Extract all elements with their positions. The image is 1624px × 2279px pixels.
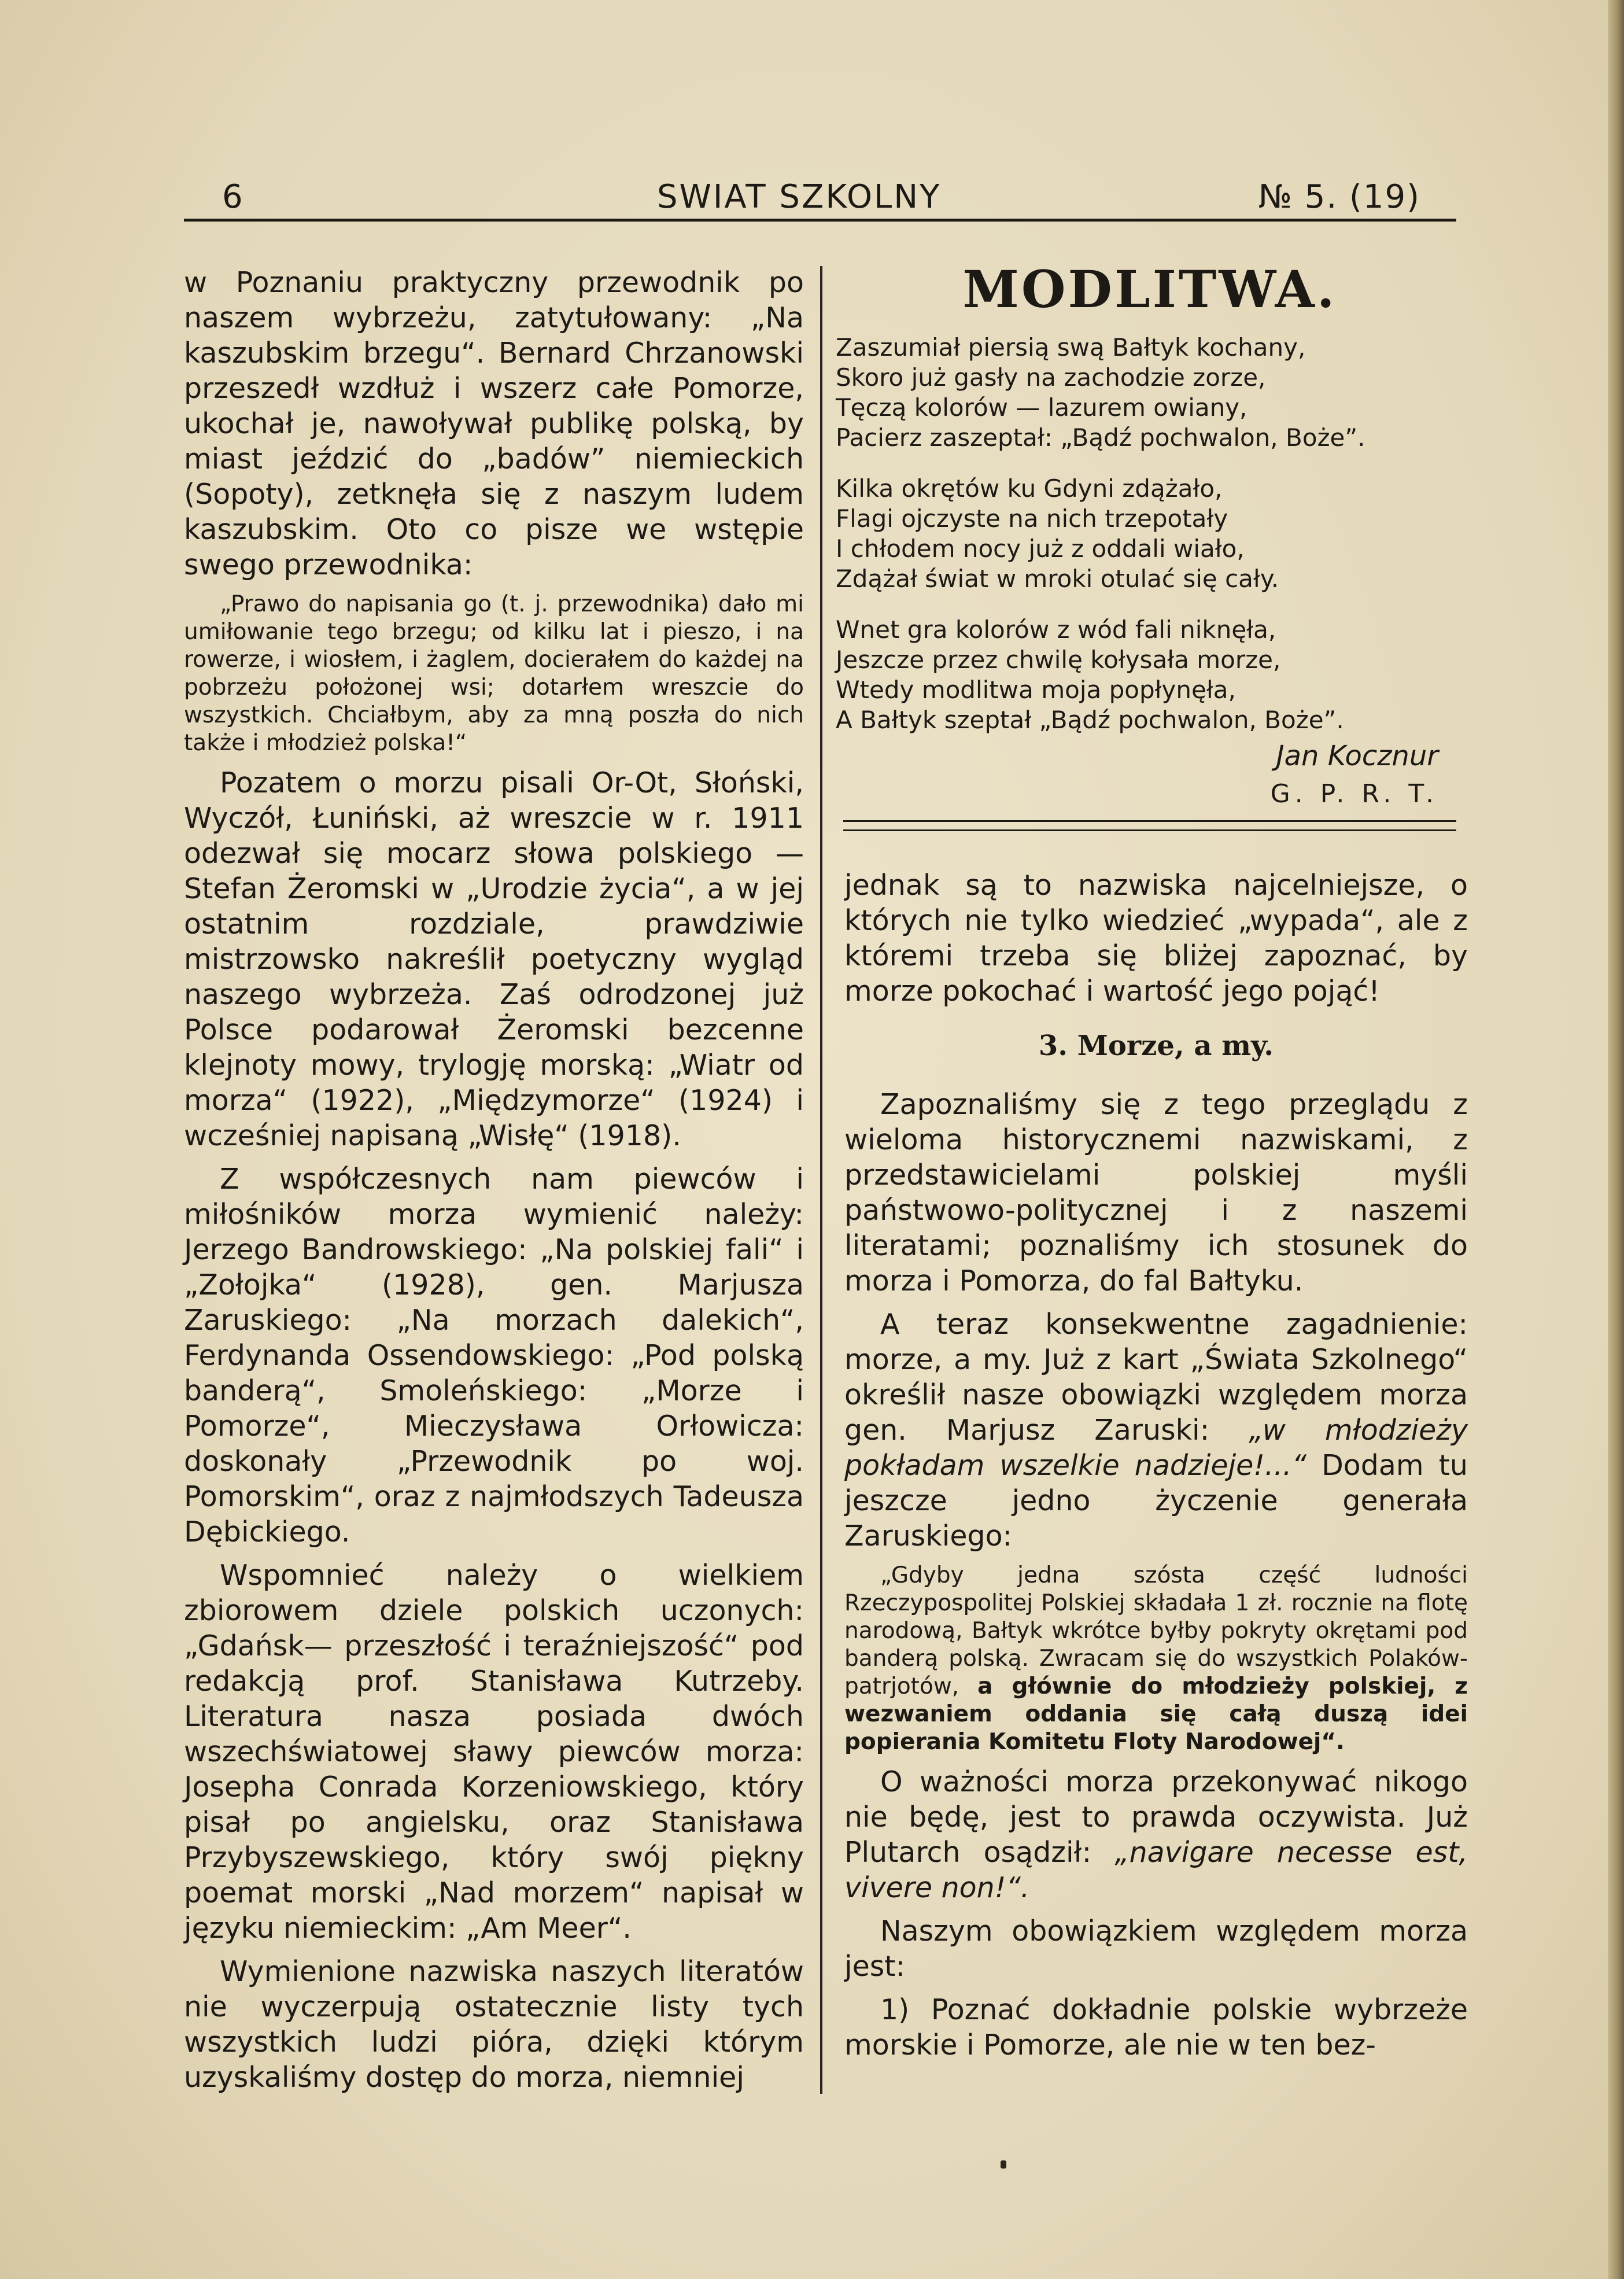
header-rule (184, 219, 1456, 222)
poem-line: Kilka okrętów ku Gdyni zdążało, (836, 474, 1223, 503)
page-header (184, 174, 1456, 226)
page-edge-shadow (1608, 0, 1624, 2279)
left-paragraph-3: Z współczesnych nam piewców i miłośników morza wymienić należy: Jerzego Bandrowskiego: „Na polskiej fali“ i „Zołojka“ (1928), gen. Marjusza Zaruskiego: „Na morzach dalekich“, Ferdynanda Ossendowskiego: „Pod polską banderą“, Smoleńskiego: „Morze i Pomorze“, Mieczysława Orłowicza: doskonały „Przewodnik po woj. Pomorskim“, oraz z najmłodszych Tadeusza Dębickiego. (184, 1163, 804, 1548)
poem-line: Wnet gra kolorów z wód fali niknęła, (836, 615, 1276, 644)
left-paragraph-1: w Poznaniu praktyczny przewodnik po naszem wybrzeżu, zatytułowany: „Na kaszubskim brzegu“. Bernard Chrzanowski przeszedł wzdłuż i wszerz całe Pomorze, ukochał je, nawoływał publikę polską, by miast jeździć do „badów” niemieckich (Sopoty), zetknęła się z naszym ludem kaszubskim. Oto co pisze we wstępie swego przewodnika: (184, 266, 804, 581)
left-paragraph-2: Pozatem o morzu pisali Or-Ot, Słoński, Wyczół, Łuniński, aż wreszcie w r. 1911 odezwał się mocarz słowa polskiego — Stefan Żeromski w „Urodzie życia“, a w jej ostatnim rozdziale, prawdziwie mistrzowsko nakreślił poetyczny wygląd naszego wybrzeża. Zaś odrodzonej już Polsce podarował Żeromski bezcenne klejnoty mowy, trylogję morską: „Wiatr od morza“ (1922), „Międzymorze“ (1924) i wcześniej napisaną „Wisłę“ (1918). (184, 766, 804, 1152)
poem-line: Tęczą kolorów — lazurem owiany, (836, 393, 1247, 422)
left-column (184, 265, 804, 2103)
text-run: Dodam tu jeszcze jedno życzenie generała Zaruskiego: (844, 1449, 1468, 1552)
journal-title: SWIAT SZKOLNY (657, 178, 942, 216)
poem-line: Zaszumiał piersią swą Bałtyk kochany, (836, 333, 1306, 362)
left-paragraph-5: Wymienione nazwiska naszych literatów nie wyczerpują ostatecznie listy tych wszystkich ludzi pióra, dzięki którym uzyskaliśmy dostęp do morza, niemniej (184, 1955, 804, 2094)
right-paragraph-4 (844, 1764, 1468, 1905)
poem-author-initials: G. P. R. T. (1270, 779, 1438, 809)
text-run: O ważności morza przekonywać nikogo nie będę, jest to prawda oczywista. Już Plutarch osądził: (844, 1765, 1468, 1869)
poem-stanza-2 (836, 474, 1466, 594)
emphasized-text: a głównie do młodzieży polskiej, z wezwaniem oddania się całą duszą idei popierania Komitetu Floty Narodowej“. (844, 1673, 1468, 1755)
right-paragraph-1: jednak są to nazwiska najcelniejsze, o których nie tylko wiedzieć „wypada“, ale z któremi trzeba się bliżej zapoznać, by morze pokochać i wartość jego pojąć! (844, 869, 1468, 1008)
poem-line: A Bałtyk szeptał „Bądź pochwalon, Boże”. (836, 706, 1344, 734)
left-paragraph-4: Wspomnieć należy o wielkiem zbiorowem dziele polskich uczonych: „Gdańsk— przeszłość i teraźniejszość“ pod redakcją prof. Stanisława Kutrzeby. Literatura nasza posiada dwóch wszechświatowej sławy piewców morza: Josepha Conrada Korzeniowskiego, który pisał po angielsku, oraz Stanisława Przybyszewskiego, który swój piękny poemat morski „Nad morzem“ napisał w języku niemieckim: „Am Meer“. (184, 1559, 804, 1945)
poem-stanza-3 (836, 615, 1466, 735)
latin-quote: „navigare necesse est, vivere non!“. (844, 1836, 1468, 1904)
poem (836, 333, 1466, 809)
right-paragraph-2: Zapoznaliśmy się z tego przeglądu z wieloma historycznemi nazwiskami, z przedstawicielami polskiej myśli państwowo-politycznej i z naszemi literatami; poznaliśmy ich stosunek do morza i Pomorza, do fal Bałtyku. (844, 1088, 1468, 1297)
text-run: „Gdyby jedna szósta część ludności Rzeczypospolitej Polskiej składała 1 zł. rocznie na flotę narodową, Bałtyk wkrótce byłby pokryty okrętami pod banderą polską. Zwracam się do wszystkich Polaków-patrjotów, (844, 1562, 1468, 1699)
right-column (844, 868, 1468, 2071)
section-divider-line (843, 820, 1456, 822)
poem-line: Wtedy modlitwa moja popłynęła, (836, 676, 1236, 704)
right-paragraph-3 (844, 1307, 1468, 1554)
right-quote (844, 1562, 1468, 1756)
ink-speck (1001, 2160, 1006, 2169)
poem-line: Pacierz zaszeptał: „Bądź pochwalon, Boże”. (836, 423, 1365, 452)
poem-author: Jan Kocznur (1276, 740, 1438, 772)
zaruski-quote: „w młodzieży pokładam wszelkie nadzieje!...“ (844, 1414, 1468, 1482)
left-quote-1: „Prawo do napisania go (t. j. przewodnika) dało mi umiłowanie tego brzegu; od kilku lat i pieszo, i na rowerze, i wiosłem, i żaglem, docierałem do każdej na pobrzeżu położonej wsi; dotarłem wreszcie do wszystkich. Chciałbym, aby za mną poszła do nich także i młodzież polska!“ (184, 591, 804, 756)
poem-stanza-1 (836, 333, 1466, 453)
poem-line: Skoro już gasły na zachodzie zorze, (836, 363, 1266, 392)
section-heading: 3. Morze, a my. (1038, 1030, 1274, 1062)
right-paragraph-5: Naszym obowiązkiem względem morza jest: (844, 1915, 1468, 1983)
poem-line: Jeszcze przez chwilę kołysała morze, (836, 646, 1281, 674)
page-number: 6 (222, 178, 244, 216)
poem-title: MODLITWA. (962, 259, 1337, 319)
column-divider-top (820, 266, 822, 859)
text-run: A teraz konsekwentne zagadnienie: morze, a my. Już z kart „Świata Szkolnego“ określił nasze obowiązki względem morza gen. Marjusz Zaruski: (844, 1308, 1468, 1447)
poem-line: Zdążał świat w mroki otulać się cały. (836, 565, 1279, 593)
section-divider-line (843, 829, 1456, 831)
column-divider-bottom (820, 856, 822, 2094)
poem-line: Flagi ojczyste na nich trzepotały (836, 504, 1228, 533)
right-paragraph-6: 1) Poznać dokładnie polskie wybrzeże morskie i Pomorze, ale nie w ten bez- (844, 1993, 1468, 2062)
issue-number: № 5. (19) (1258, 178, 1420, 216)
poem-line: I chłodem nocy już z oddali wiało, (836, 534, 1245, 563)
